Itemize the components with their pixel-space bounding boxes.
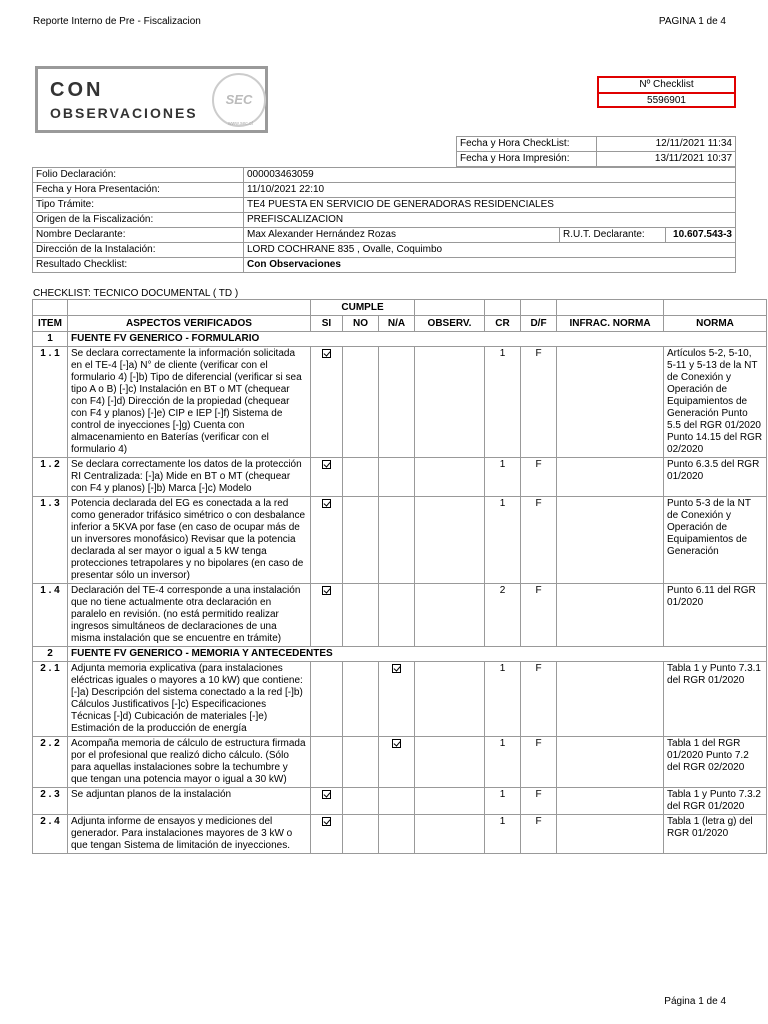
table-row: [33, 497, 767, 584]
col-no: NO: [343, 316, 379, 332]
cell-df: F: [521, 662, 557, 737]
col-si: SI: [311, 316, 343, 332]
rut-label: R.U.T. Declarante:: [560, 228, 666, 243]
col-na: N/A: [379, 316, 415, 332]
cell-observ: [415, 815, 485, 854]
checkbox-checked-icon: [392, 664, 401, 673]
table-row: [33, 788, 767, 815]
dates-table: [456, 136, 736, 167]
table-row: [33, 347, 767, 458]
table-row: [33, 815, 767, 854]
info-label: Tipo Trámite:: [33, 198, 244, 213]
table-row: [33, 737, 767, 788]
cell-infrac: [557, 737, 664, 788]
info-row: [33, 198, 736, 213]
section-row: [33, 647, 767, 662]
logo-line1: CON: [50, 79, 104, 101]
report-title: Reporte Interno de Pre - Fiscalizacion: [33, 16, 201, 27]
status-logo: [35, 66, 268, 133]
cell-cr: 1: [485, 497, 521, 584]
section-number: 2: [33, 647, 68, 662]
cell-df: F: [521, 815, 557, 854]
cell-na: [379, 788, 415, 815]
cell-si: [311, 584, 343, 647]
item-aspecto: Se adjuntan planos de la instalación: [68, 788, 311, 815]
table-row: [33, 458, 767, 497]
declaration-info-table: [32, 167, 736, 273]
cell-observ: [415, 497, 485, 584]
cell-cr: 1: [485, 347, 521, 458]
cell-observ: [415, 662, 485, 737]
cell-norma: Artículos 5-2, 5-10, 5-11 y 5-13 de la NT de Conexión y Operación de Equipamientos de Generación Punto 5.5 del RGR 01/2020 Punto 14.15 del RGR 02/2020: [664, 347, 767, 458]
cell-observ: [415, 737, 485, 788]
cell-na: [379, 497, 415, 584]
cell-df: F: [521, 737, 557, 788]
logo-line2: OBSERVACIONES: [50, 105, 198, 121]
cell-observ: [415, 788, 485, 815]
cell-infrac: [557, 788, 664, 815]
info-row: [33, 213, 736, 228]
col-df: D/F: [521, 316, 557, 332]
checklist-table: [32, 299, 767, 854]
col-observ: OBSERV.: [415, 316, 485, 332]
header-row-top: [33, 300, 767, 316]
info-label: Dirección de la Instalación:: [33, 243, 244, 258]
cell-infrac: [557, 584, 664, 647]
logo-web: www.sec.cl: [228, 121, 253, 127]
cell-no: [343, 497, 379, 584]
cell-infrac: [557, 458, 664, 497]
checkbox-checked-icon: [392, 739, 401, 748]
col-cumple: CUMPLE: [311, 300, 415, 316]
cell-si: [311, 737, 343, 788]
table-row: [33, 662, 767, 737]
info-label: Folio Declaración:: [33, 168, 244, 183]
rut-value: 10.607.543-3: [666, 228, 736, 243]
cell-si: [311, 347, 343, 458]
cell-no: [343, 458, 379, 497]
cell-no: [343, 788, 379, 815]
col-aspectos: ASPECTOS VERIFICADOS: [68, 316, 311, 332]
cell-si: [311, 815, 343, 854]
cell-df: F: [521, 584, 557, 647]
cell-infrac: [557, 662, 664, 737]
info-label: Fecha y Hora Presentación:: [33, 183, 244, 198]
info-row: [33, 228, 736, 243]
item-number: 1 . 4: [33, 584, 68, 647]
cell-observ: [415, 347, 485, 458]
col-infrac: INFRAC. NORMA: [557, 316, 664, 332]
cell-cr: 1: [485, 458, 521, 497]
cell-na: [379, 584, 415, 647]
info-value: Con Observaciones: [244, 258, 736, 273]
section-title: FUENTE FV GENERICO - MEMORIA Y ANTECEDENTES: [68, 647, 767, 662]
cell-na: [379, 815, 415, 854]
info-label: Nombre Declarante:: [33, 228, 244, 243]
item-aspecto: Se declara correctamente los datos de la protección RI Centralizada: [-]a) Mide en BT o MT (chequear con F4 y planos) [-]b) Marca [-]c) Modelo: [68, 458, 311, 497]
info-value: TE4 PUESTA EN SERVICIO DE GENERADORAS RESIDENCIALES: [244, 198, 736, 213]
cell-df: F: [521, 497, 557, 584]
item-number: 2 . 1: [33, 662, 68, 737]
item-aspecto: Acompaña memoria de cálculo de estructura firmada por el profesional que realizó dicho cálculo. (Sólo para aquellas instalaciones sobre la techumbre y que tengan una potencia mayor o igual a 30 kW): [68, 737, 311, 788]
date-label: Fecha y Hora CheckList:: [457, 137, 597, 152]
date-value: 12/11/2021 11:34: [597, 137, 736, 152]
cell-infrac: [557, 815, 664, 854]
info-value: PREFISCALIZACION: [244, 213, 736, 228]
cell-si: [311, 458, 343, 497]
checklist-number-box: [597, 76, 736, 108]
checklist-number-label: Nº Checklist: [639, 79, 694, 90]
checkbox-checked-icon: [322, 586, 331, 595]
cell-norma: Tabla 1 y Punto 7.3.2 del RGR 01/2020: [664, 788, 767, 815]
checkbox-checked-icon: [322, 790, 331, 799]
item-aspecto: Adjunta informe de ensayos y mediciones del generador. Para instalaciones mayores de 3 kW o que tengan Sistema de limitación de inyecciones.: [68, 815, 311, 854]
item-aspecto: Se declara correctamente la información solicitada en el TE-4 [-]a) N° de cliente (verificar con el formulario 4) [-]b) Tipo de diferencial (verificar si sea tipo A o B) [-]c) Instalación en BT o MT (chequear con F4) [-]d) Dirección de la propiedad (chequear con F4 y planos) [-]e) CIP e IEP [-]f) Sistema de control de inyecciones [-]g) Cuenta con almacenamiento en Baterías (verificar con el formulario 4): [68, 347, 311, 458]
cell-df: F: [521, 788, 557, 815]
info-label: Resultado Checklist:: [33, 258, 244, 273]
checklist-title: CHECKLIST: TECNICO DOCUMENTAL ( TD ): [33, 288, 239, 299]
item-aspecto: Declaración del TE-4 corresponde a una instalación que no tiene actualmente otra declaración en paralelo en revisión. (no está permitido realizar ingresos simultáneos de declaraciones de una misma instalación que se encuentre en trámite): [68, 584, 311, 647]
cell-norma: Punto 6.3.5 del RGR 01/2020: [664, 458, 767, 497]
cell-norma: Tabla 1 y Punto 7.3.1 del RGR 01/2020: [664, 662, 767, 737]
table-row: [33, 584, 767, 647]
cell-si: [311, 662, 343, 737]
cell-no: [343, 737, 379, 788]
col-norma: NORMA: [664, 316, 767, 332]
cell-no: [343, 584, 379, 647]
col-item: ITEM: [33, 316, 68, 332]
cell-norma: Tabla 1 (letra g) del RGR 01/2020: [664, 815, 767, 854]
cell-cr: 1: [485, 737, 521, 788]
section-row: [33, 332, 767, 347]
cell-infrac: [557, 497, 664, 584]
cell-cr: 1: [485, 788, 521, 815]
cell-na: [379, 662, 415, 737]
info-value: Max Alexander Hernández Rozas: [244, 228, 560, 243]
item-number: 2 . 3: [33, 788, 68, 815]
cell-norma: Punto 6.11 del RGR 01/2020: [664, 584, 767, 647]
info-row: [33, 243, 736, 258]
date-value: 13/11/2021 10:37: [597, 152, 736, 167]
section-number: 1: [33, 332, 68, 347]
cell-si: [311, 497, 343, 584]
info-value: 11/10/2021 22:10: [244, 183, 736, 198]
date-row: [457, 137, 736, 152]
cell-cr: 1: [485, 815, 521, 854]
cell-norma: Punto 5-3 de la NT de Conexión y Operación de Equipamientos de Generación: [664, 497, 767, 584]
info-value: 000003463059: [244, 168, 736, 183]
sec-seal-icon: SEC: [212, 73, 266, 127]
info-value: LORD COCHRANE 835 , Ovalle, Coquimbo: [244, 243, 736, 258]
cell-norma: Tabla 1 del RGR 01/2020 Punto 7.2 del RGR 02/2020: [664, 737, 767, 788]
item-aspecto: Potencia declarada del EG es conectada a la red como generador trifásico simétrico o con desbalance inferior a 5KVA por fase (en caso de ocupar más de un inversores monofásico) Revisar que la potencia declarada al ser mayor o igual a 5 kW tenga protecciones tetrapolares y no bipolares (en caso de presentar sólo un inversor): [68, 497, 311, 584]
cell-no: [343, 815, 379, 854]
info-row: [33, 258, 736, 273]
cell-df: F: [521, 458, 557, 497]
date-row: [457, 152, 736, 167]
cell-infrac: [557, 347, 664, 458]
checkbox-checked-icon: [322, 349, 331, 358]
page-indicator: PAGINA 1 de 4: [658, 16, 726, 27]
cell-na: [379, 347, 415, 458]
checkbox-checked-icon: [322, 499, 331, 508]
col-cr: CR: [485, 316, 521, 332]
date-label: Fecha y Hora Impresión:: [457, 152, 597, 167]
cell-observ: [415, 458, 485, 497]
cell-na: [379, 458, 415, 497]
checklist-body: [33, 332, 767, 854]
checkbox-checked-icon: [322, 460, 331, 469]
cell-no: [343, 662, 379, 737]
item-number: 2 . 4: [33, 815, 68, 854]
info-row: [33, 168, 736, 183]
checkbox-checked-icon: [322, 817, 331, 826]
info-row: [33, 183, 736, 198]
item-number: 2 . 2: [33, 737, 68, 788]
section-title: FUENTE FV GENERICO - FORMULARIO: [68, 332, 767, 347]
cell-no: [343, 347, 379, 458]
item-aspecto: Adjunta memoria explicativa (para instalaciones eléctricas iguales o mayores a 10 kW) que contiene: [-]a) Descripción del sistema conectado a la red [-]b) Cálculos Justificativos [-]c) Especificaciones Técnicas [-]d) Cubicación de materiales [-]e) Estimación de la producción de energía: [68, 662, 311, 737]
item-number: 1 . 2: [33, 458, 68, 497]
cell-df: F: [521, 347, 557, 458]
checklist-number-value: 5596901: [599, 92, 734, 106]
cell-observ: [415, 584, 485, 647]
item-number: 1 . 1: [33, 347, 68, 458]
footer-page: Página 1 de 4: [664, 996, 726, 1007]
cell-si: [311, 788, 343, 815]
cell-na: [379, 737, 415, 788]
item-number: 1 . 3: [33, 497, 68, 584]
info-label: Origen de la Fiscalización:: [33, 213, 244, 228]
header-row: [33, 316, 767, 332]
cell-cr: 1: [485, 662, 521, 737]
cell-cr: 2: [485, 584, 521, 647]
